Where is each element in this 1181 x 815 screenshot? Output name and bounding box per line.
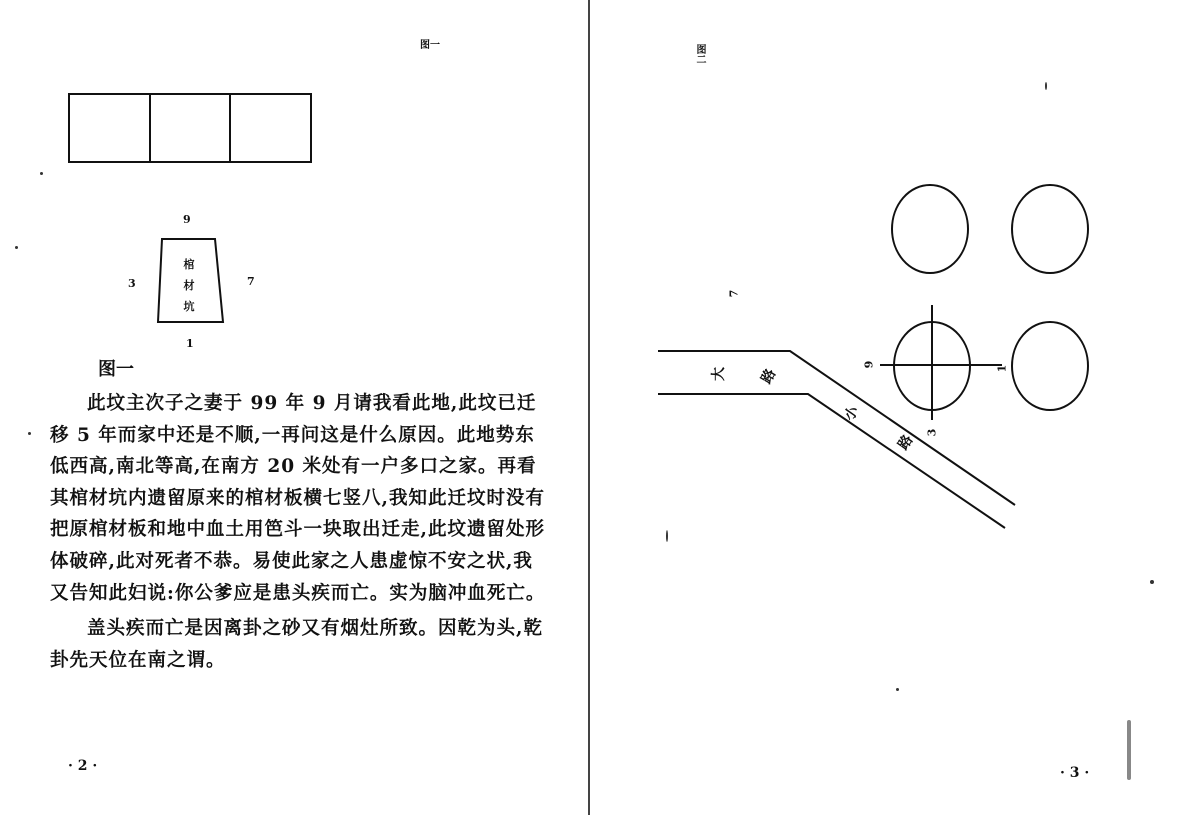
figure-2-small-title: 图二 xyxy=(694,44,705,64)
page-number: · 2 · xyxy=(68,758,98,774)
big-road-label-char: 路 xyxy=(758,366,780,387)
direction-label-bottom: 3 xyxy=(925,428,939,437)
body-text xyxy=(50,388,550,676)
paragraph: 盖头疾而亡是因离卦之砂又有烟灶所致。因乾为头,乾卦先天位在南之谓。 xyxy=(50,618,543,671)
coffin-label-char: 材 xyxy=(183,279,195,292)
scan-speck xyxy=(896,688,899,691)
scan-speck xyxy=(666,530,668,542)
box xyxy=(229,93,312,163)
scan-speck xyxy=(1045,82,1047,90)
figure-1-small-title: 图一 xyxy=(420,40,440,51)
direction-label-top: 9 xyxy=(183,213,191,226)
direction-label-left: 9 xyxy=(862,360,876,369)
scan-speck xyxy=(40,172,43,175)
box xyxy=(149,93,232,163)
direction-label-bottom: 1 xyxy=(186,337,194,350)
figure-1-caption: 图一 xyxy=(98,359,134,380)
paragraph: 此坟主次子之妻于 99 年 9 月请我看此地,此坟已迁移 5 年而家中还是不顺,一再问这是什么原因。此地势东低西高,南北等高,在南方 20 米处有一户多口之家。再看其棺材坑内遗留原来的棺材板横七竖八,我知此迁坟时没有把原棺材板和地中血土用笆斗一块取出迁走,此坟遗留处形体破碎,此对死者不恭。易使此家之人患虚惊不安之状,我又告知此妇说:你公爹应是患头疾而亡。实为脑冲血死亡。 xyxy=(50,393,546,604)
box xyxy=(68,93,151,163)
scan-edge-mark xyxy=(1127,720,1131,780)
road-and-tomb-diagram xyxy=(590,0,1181,815)
direction-label-left: 3 xyxy=(128,277,136,290)
page-number: · 3 · xyxy=(1060,765,1090,781)
road-edge-line xyxy=(658,394,1005,528)
coffin-label-char: 坑 xyxy=(183,300,195,313)
tomb-circle xyxy=(1012,322,1088,410)
three-box-diagram xyxy=(68,93,312,163)
left-page xyxy=(0,0,590,815)
direction-label-right: 1 xyxy=(995,364,1009,373)
direction-label-top: 7 xyxy=(727,289,741,298)
small-road-label-char: 路 xyxy=(895,432,917,453)
tomb-circle xyxy=(892,185,968,273)
scan-speck xyxy=(1150,580,1154,584)
direction-label-right: 7 xyxy=(247,275,255,288)
small-road-label-char: 小 xyxy=(841,403,863,424)
right-page xyxy=(590,0,1181,815)
tomb-circle xyxy=(1012,185,1088,273)
coffin-label-char: 棺 xyxy=(183,258,195,271)
scan-speck xyxy=(15,246,18,249)
scan-speck xyxy=(28,432,31,435)
big-road-label-char: 大 xyxy=(711,367,727,381)
